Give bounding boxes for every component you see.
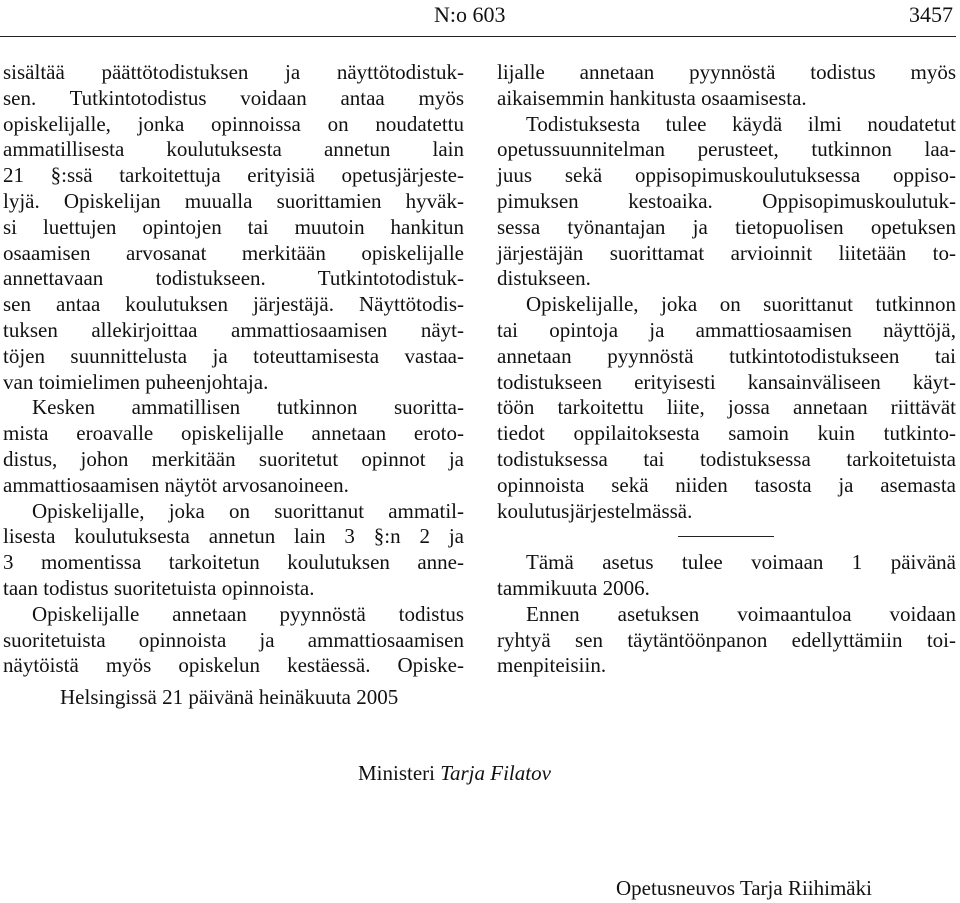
text-line: 3 momentissa tarkoitetun koulutuksen anne- xyxy=(3,550,464,575)
text-line: taan todistus suoritetuista opinnoista. xyxy=(3,575,315,600)
header-rule xyxy=(0,36,956,37)
text-line: lijalle annetaan pyynnöstä todistus myös xyxy=(497,60,956,84)
text-line: annetaan pyynnöstä tutkintotodistukseen tai xyxy=(497,343,956,368)
text-line: tuksen allekirjoittaa ammattiosaamisen näyt- xyxy=(3,317,464,342)
text-line: sen. Tutkintotodistus voidaan antaa myös xyxy=(3,85,464,110)
page-header xyxy=(0,2,960,32)
text-line: ammattiosaamisen näytöt arvosanoineen. xyxy=(3,472,349,497)
text-line: lyjä. Opiskelijan muualla suorittamien hyväk- xyxy=(3,188,464,213)
text-line: töön tarkoitettu liite, jossa annetaan riittävät xyxy=(497,395,956,420)
counsellor-signature: Opetusneuvos Tarja Riihimäki xyxy=(616,876,872,900)
text-line: distus, johon merkitään suoritetut opinnot ja xyxy=(3,446,464,471)
text-line: koulutusjärjestelmässä. xyxy=(497,498,693,523)
issue-number: N:o 603 xyxy=(434,2,506,27)
text-line: Kesken ammatillisen tutkinnon suoritta- xyxy=(32,395,464,420)
text-line: sessa työnantajan ja tietopuolisen opetuksen xyxy=(497,214,956,239)
text-line: Tämä asetus tulee voimaan 1 päivänä xyxy=(526,550,956,575)
text-line: sisältää päättötodistuksen ja näyttötodistuk- xyxy=(3,60,464,84)
text-line: todistuksessa tai todistuksessa tarkoitetuista xyxy=(497,446,956,471)
text-line: si luettujen opintojen tai muutoin hankitun xyxy=(3,214,464,239)
text-line: opetussuunnitelman perusteet, tutkinnon laa- xyxy=(497,137,956,162)
text-line: juus sekä oppisopimuskoulutuksessa oppiso- xyxy=(497,163,956,188)
right-column xyxy=(497,60,956,679)
text-line: sen antaa koulutuksen järjestäjä. Näyttötodis- xyxy=(3,292,464,317)
text-line: annettavaan todistukseen. Tutkintotodistuk- xyxy=(3,266,464,291)
text-line: van toimielimen puheenjohtaja. xyxy=(3,369,269,394)
text-line: menpiteisiin. xyxy=(497,653,607,678)
text-line: lisesta koulutuksesta annetun lain 3 §:n 2 ja xyxy=(3,524,464,549)
place-and-date: Helsingissä 21 päivänä heinäkuuta 2005 xyxy=(60,685,399,709)
text-line: ammatillisesta koulutuksesta annetun lain xyxy=(3,137,464,162)
text-line: ryhtyä sen täytäntöönpanon edellyttämiin toi- xyxy=(497,627,956,652)
text-line: Ennen asetuksen voimaantuloa voidaan xyxy=(526,601,956,626)
minister-title: Ministeri xyxy=(358,761,435,785)
text-line: mista eroavalle opiskelijalle annetaan eroto- xyxy=(3,421,464,446)
minister-signature xyxy=(358,761,551,786)
text-line: tai opintoja ja ammattiosaamisen näyttöjä, xyxy=(497,317,956,342)
text-line: todistukseen erityisesti kansainväliseen käyt- xyxy=(497,369,956,394)
text-line: tammikuuta 2006. xyxy=(497,575,650,600)
text-line: Opiskelijalle, joka on suorittanut tutkinnon xyxy=(526,292,956,317)
left-column xyxy=(3,60,464,679)
text-line: suoritetuista opinnoista ja ammattiosaamisen xyxy=(3,627,464,652)
text-line: distukseen. xyxy=(497,266,591,291)
text-line: tiedot oppilaitoksesta samoin kuin tutkinto- xyxy=(497,421,956,446)
text-line: Todistuksesta tulee käydä ilmi noudatetut xyxy=(526,111,956,136)
text-line: 21 §:ssä tarkoitettuja erityisiä opetusjärjeste- xyxy=(3,163,464,188)
section-divider xyxy=(497,524,956,550)
text-line: töjen suunnittelusta ja toteuttamisesta vastaa- xyxy=(3,343,464,368)
text-line: näytöistä myös opiskelun kestäessä. Opiske- xyxy=(3,653,464,678)
text-line: pimuksen kestoaika. Oppisopimuskoulutuk- xyxy=(497,188,956,213)
text-line: osaamisen arvosanat merkitään opiskelijalle xyxy=(3,240,464,265)
text-line: aikaisemmin hankitusta osaamisesta. xyxy=(497,85,807,110)
page-number: 3457 xyxy=(909,2,953,27)
text-line: järjestäjän suorittamat arvioinnit liitetään to- xyxy=(497,240,956,265)
text-line: Opiskelijalle annetaan pyynnöstä todistus xyxy=(32,601,464,626)
text-line: opinnoista sekä niiden tasosta ja asemasta xyxy=(497,472,956,497)
text-line: Opiskelijalle, joka on suorittanut ammatil- xyxy=(32,498,464,523)
text-line: opiskelijalle, jonka opinnoissa on noudatettu xyxy=(3,111,464,136)
minister-name: Tarja Filatov xyxy=(440,761,551,785)
